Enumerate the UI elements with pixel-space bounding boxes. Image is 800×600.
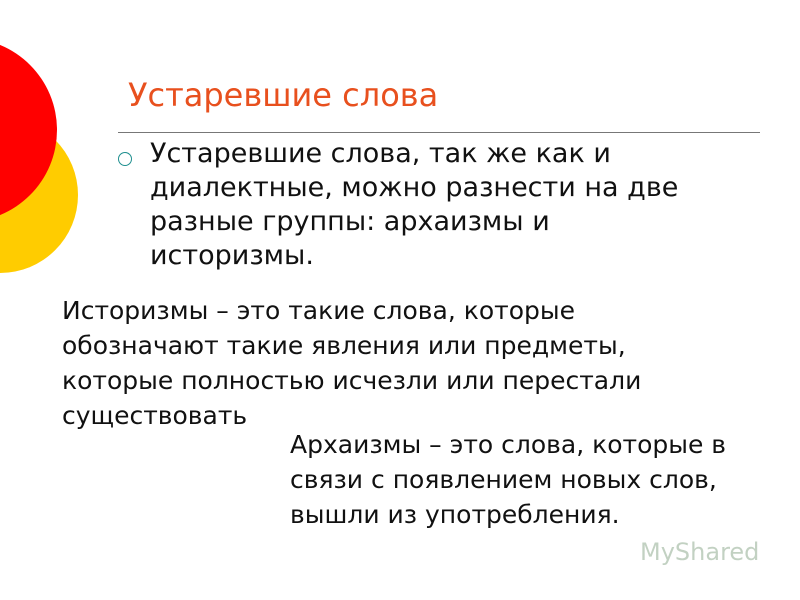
slide-title: Устаревшие слова — [128, 76, 439, 114]
title-divider — [118, 132, 760, 133]
circle-bullet-icon — [118, 152, 132, 166]
bullet-item — [116, 137, 706, 273]
watermark-logo: MyShared — [640, 538, 760, 566]
bullet-text: Устаревшие слова, так же как и диалектные, можно разнести на две разные группы: архаизмы и историзмы. — [150, 138, 679, 271]
historisms-definition: Историзмы – это такие слова, которые обозначают такие явления или предметы, которые полностью исчезли или перестали существовать — [62, 296, 642, 430]
archaisms-definition: Архаизмы – это слова, которые в связи с появлением новых слов, вышли из употребления. — [290, 430, 727, 529]
